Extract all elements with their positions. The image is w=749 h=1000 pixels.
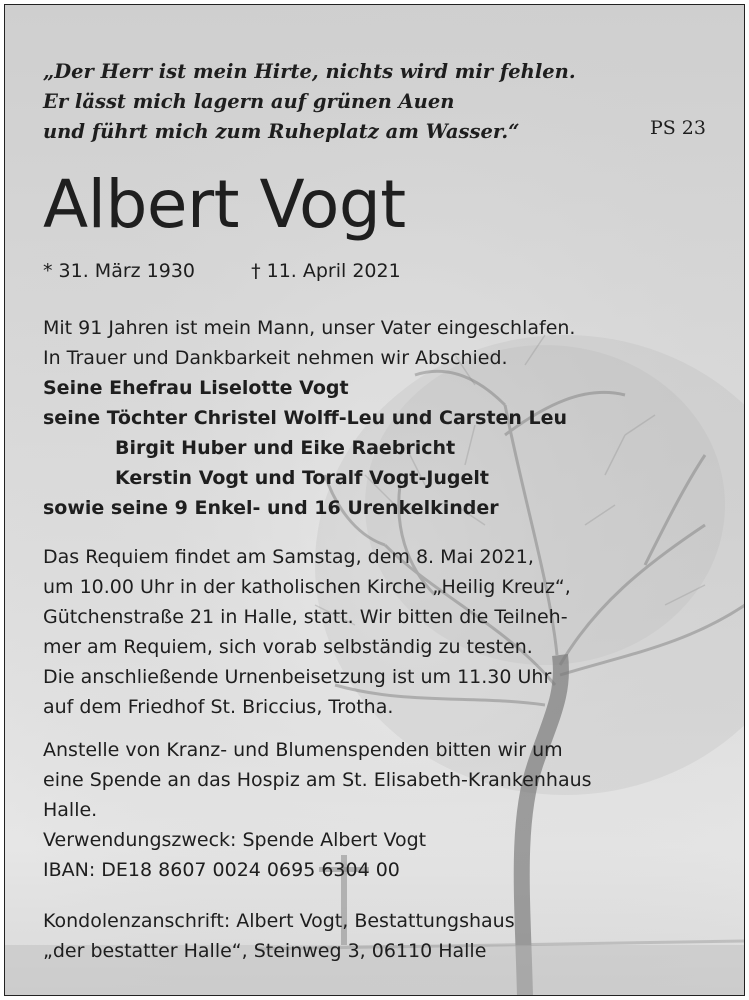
requiem-line: Das Requiem findet am Samstag, dem 8. Mai 2021, — [43, 546, 534, 568]
requiem-line: Die anschließende Urnenbeisetzung ist um 11.30 Uhr — [43, 666, 552, 688]
death-date: † 11. April 2021 — [251, 260, 401, 282]
mourner-line: Kerstin Vogt und Toralf Vogt-Jugelt — [115, 467, 490, 489]
requiem-line: Gütchenstraße 21 in Halle, statt. Wir bitten die Teilneh- — [43, 606, 568, 628]
obituary-content — [5, 5, 745, 996]
requiem-line: auf dem Friedhof St. Briccius, Trotha. — [43, 696, 394, 718]
mourner-line: Birgit Huber und Eike Raebricht — [115, 437, 456, 459]
deceased-name: Albert Vogt — [43, 166, 406, 243]
obituary-card — [4, 4, 745, 996]
quote-line: und führt mich zum Ruheplatz am Wasser.“ — [43, 120, 520, 143]
requiem-line: um 10.00 Uhr in der katholischen Kirche „Heilig Kreuz“, — [43, 576, 571, 598]
requiem-info — [43, 542, 723, 722]
condolence-address — [43, 906, 723, 966]
donation-purpose: Verwendungszweck: Spende Albert Vogt — [43, 829, 427, 851]
bible-quote — [43, 57, 603, 147]
condolence-line: Kondolenzanschrift: Albert Vogt, Bestattungshaus — [43, 910, 515, 932]
intro-line: Mit 91 Jahren ist mein Mann, unser Vater eingeschlafen. — [43, 317, 576, 339]
donation-line: Halle. — [43, 799, 98, 821]
intro-line: In Trauer und Dankbarkeit nehmen wir Abschied. — [43, 347, 508, 369]
life-dates — [43, 258, 401, 284]
condolence-line: „der bestatter Halle“, Steinweg 3, 06110 Halle — [43, 940, 487, 962]
donation-line: Anstelle von Kranz- und Blumenspenden bitten wir um — [43, 739, 563, 761]
donation-iban: IBAN: DE18 8607 0024 0695 6304 00 — [43, 859, 400, 881]
quote-line: Er lässt mich lagern auf grünen Auen — [43, 90, 455, 113]
donation-info — [43, 735, 723, 885]
verse-reference: PS 23 — [649, 117, 706, 139]
mourner-line: Seine Ehefrau Liselotte Vogt — [43, 377, 349, 399]
mourner-line: seine Töchter Christel Wolff-Leu und Carsten Leu — [43, 407, 568, 429]
requiem-line: mer am Requiem, sich vorab selbständig zu testen. — [43, 636, 533, 658]
mourner-line: sowie seine 9 Enkel- und 16 Urenkelkinder — [43, 497, 499, 519]
birth-date: * 31. März 1930 — [43, 260, 196, 282]
donation-line: eine Spende an das Hospiz am St. Elisabeth-Krankenhaus — [43, 769, 592, 791]
quote-line: „Der Herr ist mein Hirte, nichts wird mir fehlen. — [43, 60, 576, 83]
announcement — [43, 313, 723, 523]
